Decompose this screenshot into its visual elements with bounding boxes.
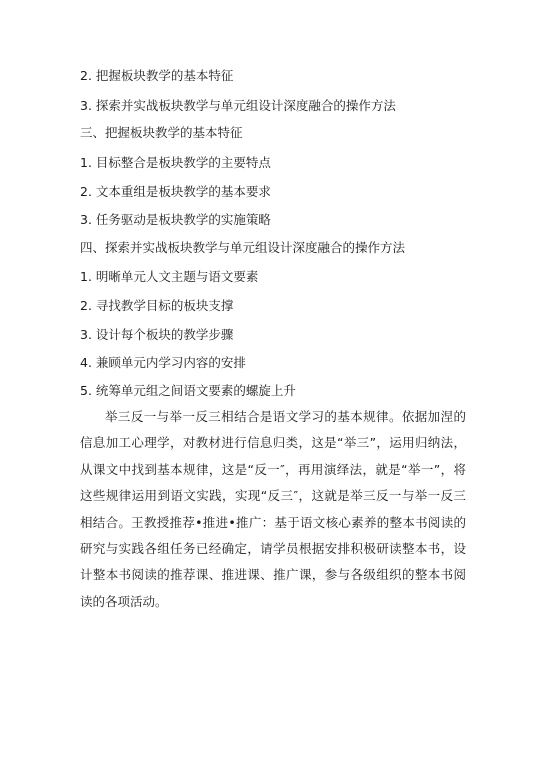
list-item: 2. 文本重组是板块教学的基本要求 bbox=[80, 184, 271, 199]
list-item: 3. 设计每个板块的教学步骤 bbox=[80, 327, 234, 342]
section-heading: 三、把握板块教学的基本特征 bbox=[80, 125, 243, 140]
list-item: 5. 统筹单元组之间语文要素的螺旋上升 bbox=[80, 383, 296, 398]
list-item: 1. 明晰单元人文主题与语文要素 bbox=[80, 269, 259, 284]
list-item: 2. 把握板块教学的基本特征 bbox=[80, 68, 234, 83]
body-paragraph: 举三反一与举一反三相结合是语文学习的基本规律。依据加涅的信息加工心理学，对教材进行信息归类，这是“举三”，运用归纳法，从课文中找到基本规律，这是“反一″，再用演绎法，就是“举一”，将这些规律运用到语文实践，实现“反三″，这就是举三反一与举一反三相结合。王教授推荐•推进•推广：基于语文核心素养的整本书阅读的研究与实践各组任务已经确定，请学员根据安排积极研读整本书，设计整本书阅读的推荐课、推进课、推广课，参与各级组织的整本书阅读的各项活动。 bbox=[80, 409, 466, 609]
section-heading: 四、探索并实战板块教学与单元组设计深度融合的操作方法 bbox=[80, 240, 406, 255]
list-item: 3. 探索并实战板块教学与单元组设计深度融合的操作方法 bbox=[80, 98, 396, 113]
list-item: 3. 任务驱动是板块教学的实施策略 bbox=[80, 212, 271, 227]
list-item: 4. 兼顾单元内学习内容的安排 bbox=[80, 355, 246, 370]
list-item: 1. 目标整合是板块教学的主要特点 bbox=[80, 155, 271, 170]
list-item: 2. 寻找教学目标的板块支撑 bbox=[80, 298, 234, 313]
